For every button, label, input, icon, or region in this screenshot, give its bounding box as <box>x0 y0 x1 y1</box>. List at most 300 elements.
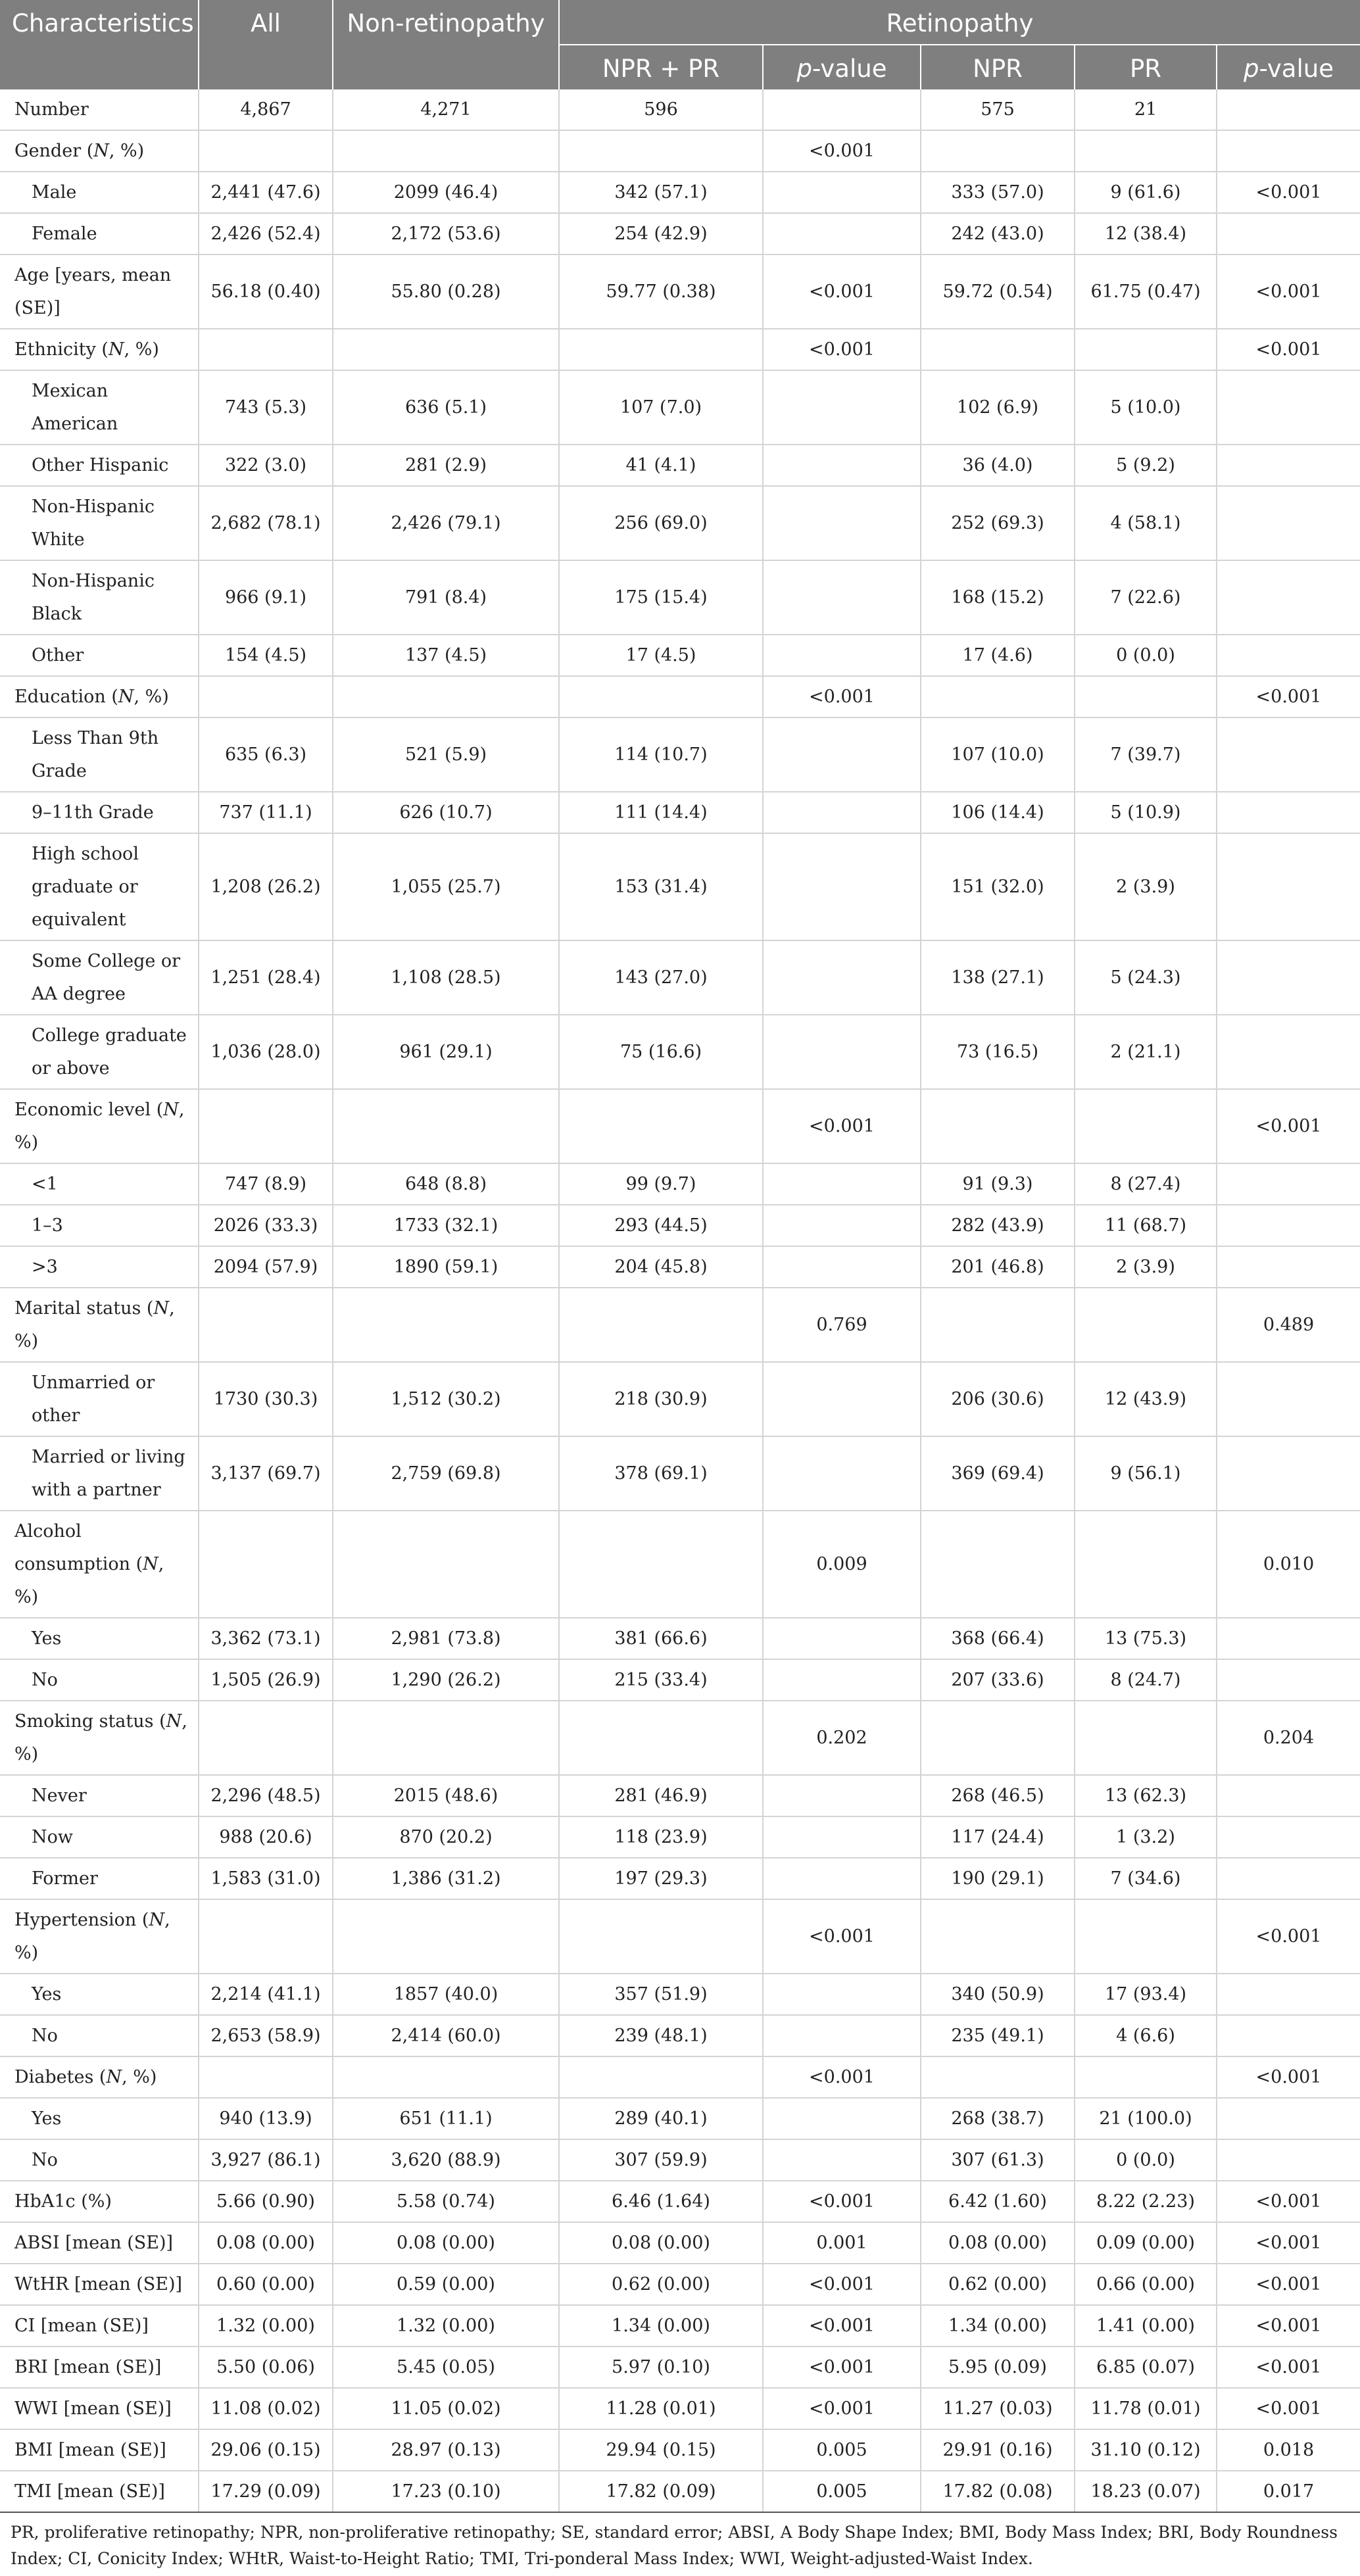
table-row <box>0 1015 1360 1089</box>
cell-all: 17.29 (0.09) <box>199 2471 333 2512</box>
row-label: No <box>0 2139 199 2181</box>
cell-p-value-1: <0.001 <box>763 255 921 329</box>
cell-non-retinopathy: 2099 (46.4) <box>333 172 559 213</box>
row-label: Hypertension (N, %) <box>0 1899 199 1974</box>
cell-p-value-2 <box>1217 1659 1360 1701</box>
table-row <box>0 2139 1360 2181</box>
cell-p-value-1: <0.001 <box>763 2305 921 2346</box>
cell-all <box>199 1089 333 1163</box>
cell-pr <box>1075 1701 1217 1775</box>
cell-npr: 235 (49.1) <box>921 2015 1075 2056</box>
cell-p-value-1 <box>763 1015 921 1089</box>
p-value-suffix: -value <box>1259 55 1334 83</box>
cell-npr-pr: 107 (7.0) <box>559 370 763 445</box>
p-value-suffix: -value <box>812 55 887 83</box>
row-label: Male <box>0 172 199 213</box>
table-row <box>0 940 1360 1015</box>
cell-npr-pr: 6.46 (1.64) <box>559 2181 763 2222</box>
cell-npr: 368 (66.4) <box>921 1618 1075 1659</box>
cell-p-value-1: <0.001 <box>763 676 921 717</box>
header-p-value-2 <box>1217 45 1360 89</box>
table-row <box>0 2346 1360 2388</box>
cell-npr: 102 (6.9) <box>921 370 1075 445</box>
cell-all <box>199 2056 333 2098</box>
n-italic: N <box>106 2067 122 2087</box>
cell-p-value-2 <box>1217 2015 1360 2056</box>
cell-non-retinopathy: 870 (20.2) <box>333 1816 559 1858</box>
cell-all: 1.32 (0.00) <box>199 2305 333 2346</box>
row-label: Yes <box>0 1974 199 2015</box>
cell-npr-pr: 17.82 (0.09) <box>559 2471 763 2512</box>
table-row <box>0 560 1360 635</box>
cell-p-value-2 <box>1217 792 1360 833</box>
table-row <box>0 833 1360 940</box>
cell-non-retinopathy: 0.59 (0.00) <box>333 2264 559 2305</box>
row-label: Yes <box>0 1618 199 1659</box>
cell-all: 0.08 (0.00) <box>199 2222 333 2264</box>
cell-non-retinopathy: 2,414 (60.0) <box>333 2015 559 2056</box>
cell-pr: 1.41 (0.00) <box>1075 2305 1217 2346</box>
cell-p-value-1 <box>763 1858 921 1899</box>
cell-npr <box>921 1288 1075 1362</box>
cell-non-retinopathy: 2015 (48.6) <box>333 1775 559 1816</box>
cell-p-value-2: <0.001 <box>1217 2222 1360 2264</box>
cell-non-retinopathy: 521 (5.9) <box>333 717 559 792</box>
cell-npr <box>921 2056 1075 2098</box>
cell-non-retinopathy: 1733 (32.1) <box>333 1205 559 1246</box>
cell-p-value-1: 0.001 <box>763 2222 921 2264</box>
cell-npr-pr: 218 (30.9) <box>559 1362 763 1436</box>
cell-npr: 17.82 (0.08) <box>921 2471 1075 2512</box>
cell-p-value-2: 0.010 <box>1217 1511 1360 1618</box>
table-body <box>0 89 1360 2512</box>
cell-p-value-2 <box>1217 717 1360 792</box>
cell-p-value-1 <box>763 560 921 635</box>
cell-npr-pr: 239 (48.1) <box>559 2015 763 2056</box>
table-row <box>0 1899 1360 1974</box>
row-label: Other <box>0 635 199 676</box>
cell-npr-pr: 307 (59.9) <box>559 2139 763 2181</box>
row-label: No <box>0 2015 199 2056</box>
cell-npr: 369 (69.4) <box>921 1436 1075 1511</box>
table-row <box>0 2056 1360 2098</box>
cell-npr: 29.91 (0.16) <box>921 2429 1075 2471</box>
cell-npr-pr: 29.94 (0.15) <box>559 2429 763 2471</box>
cell-p-value-1: <0.001 <box>763 2056 921 2098</box>
cell-p-value-2 <box>1217 1163 1360 1205</box>
cell-non-retinopathy: 17.23 (0.10) <box>333 2471 559 2512</box>
cell-pr: 11.78 (0.01) <box>1075 2388 1217 2429</box>
cell-npr: 307 (61.3) <box>921 2139 1075 2181</box>
cell-npr: 168 (15.2) <box>921 560 1075 635</box>
row-label: BRI [mean (SE)] <box>0 2346 199 2388</box>
cell-non-retinopathy: 28.97 (0.13) <box>333 2429 559 2471</box>
header-p-value-1 <box>763 45 921 89</box>
row-label: 9–11th Grade <box>0 792 199 833</box>
cell-all <box>199 1511 333 1618</box>
cell-pr <box>1075 1089 1217 1163</box>
table-row <box>0 1974 1360 2015</box>
cell-npr: 575 <box>921 89 1075 130</box>
cell-npr: 36 (4.0) <box>921 445 1075 486</box>
header-npr-pr: NPR + PR <box>559 45 763 89</box>
cell-p-value-1: <0.001 <box>763 329 921 370</box>
row-label: Gender (N, %) <box>0 130 199 172</box>
cell-pr: 18.23 (0.07) <box>1075 2471 1217 2512</box>
cell-npr-pr: 59.77 (0.38) <box>559 255 763 329</box>
cell-p-value-2 <box>1217 1205 1360 1246</box>
cell-p-value-2: <0.001 <box>1217 676 1360 717</box>
row-label: College graduate or above <box>0 1015 199 1089</box>
table-row <box>0 2098 1360 2139</box>
cell-p-value-2: <0.001 <box>1217 172 1360 213</box>
cell-pr: 1 (3.2) <box>1075 1816 1217 1858</box>
row-label: Mexican American <box>0 370 199 445</box>
cell-npr: 206 (30.6) <box>921 1362 1075 1436</box>
cell-p-value-1 <box>763 213 921 255</box>
cell-all <box>199 1701 333 1775</box>
cell-all: 1,251 (28.4) <box>199 940 333 1015</box>
table-row <box>0 1362 1360 1436</box>
cell-pr <box>1075 1511 1217 1618</box>
cell-npr-pr: 254 (42.9) <box>559 213 763 255</box>
cell-p-value-1 <box>763 89 921 130</box>
p-italic: p <box>1244 55 1259 83</box>
cell-non-retinopathy <box>333 2056 559 2098</box>
cell-npr-pr: 11.28 (0.01) <box>559 2388 763 2429</box>
cell-p-value-1 <box>763 2139 921 2181</box>
row-label: Unmarried or other <box>0 1362 199 1436</box>
row-label: Female <box>0 213 199 255</box>
row-label: Age [years, mean (SE)] <box>0 255 199 329</box>
cell-npr: 268 (46.5) <box>921 1775 1075 1816</box>
cell-npr-pr: 197 (29.3) <box>559 1858 763 1899</box>
n-italic: N <box>153 1298 170 1319</box>
table-row <box>0 1089 1360 1163</box>
cell-p-value-2: <0.001 <box>1217 329 1360 370</box>
cell-pr: 5 (10.9) <box>1075 792 1217 833</box>
row-label: Some College or AA degree <box>0 940 199 1015</box>
cell-pr <box>1075 130 1217 172</box>
cell-all <box>199 130 333 172</box>
row-label: BMI [mean (SE)] <box>0 2429 199 2471</box>
cell-npr-pr: 111 (14.4) <box>559 792 763 833</box>
cell-npr: 190 (29.1) <box>921 1858 1075 1899</box>
table-row <box>0 89 1360 130</box>
row-label: Education (N, %) <box>0 676 199 717</box>
cell-p-value-1: <0.001 <box>763 1089 921 1163</box>
cell-p-value-1: 0.009 <box>763 1511 921 1618</box>
cell-all: 4,867 <box>199 89 333 130</box>
cell-p-value-2 <box>1217 1775 1360 1816</box>
cell-non-retinopathy: 1,055 (25.7) <box>333 833 559 940</box>
cell-non-retinopathy: 961 (29.1) <box>333 1015 559 1089</box>
cell-all: 1,036 (28.0) <box>199 1015 333 1089</box>
table-row <box>0 2015 1360 2056</box>
header-retinopathy: Retinopathy <box>559 0 1360 45</box>
cell-npr: 0.62 (0.00) <box>921 2264 1075 2305</box>
table-row <box>0 486 1360 560</box>
cell-npr-pr: 175 (15.4) <box>559 560 763 635</box>
row-label: >3 <box>0 1246 199 1288</box>
table-row <box>0 1701 1360 1775</box>
row-label: Economic level (N, %) <box>0 1089 199 1163</box>
cell-pr: 12 (43.9) <box>1075 1362 1217 1436</box>
n-italic: N <box>118 687 134 707</box>
cell-pr <box>1075 329 1217 370</box>
cell-all: 988 (20.6) <box>199 1816 333 1858</box>
cell-pr <box>1075 676 1217 717</box>
cell-p-value-2 <box>1217 486 1360 560</box>
cell-p-value-1: 0.005 <box>763 2471 921 2512</box>
cell-all <box>199 1288 333 1362</box>
row-label: Other Hispanic <box>0 445 199 486</box>
cell-p-value-1: 0.005 <box>763 2429 921 2471</box>
header-non-retinopathy: Non-retinopathy <box>333 0 559 89</box>
cell-non-retinopathy: 137 (4.5) <box>333 635 559 676</box>
cell-p-value-2 <box>1217 445 1360 486</box>
cell-p-value-2: 0.017 <box>1217 2471 1360 2512</box>
cell-npr <box>921 1089 1075 1163</box>
cell-npr: 340 (50.9) <box>921 1974 1075 2015</box>
cell-all: 2,426 (52.4) <box>199 213 333 255</box>
header-characteristics: Characteristics <box>0 0 199 89</box>
cell-non-retinopathy: 2,426 (79.1) <box>333 486 559 560</box>
cell-all: 154 (4.5) <box>199 635 333 676</box>
cell-non-retinopathy: 281 (2.9) <box>333 445 559 486</box>
cell-p-value-1: <0.001 <box>763 130 921 172</box>
cell-p-value-1 <box>763 1974 921 2015</box>
cell-npr: 106 (14.4) <box>921 792 1075 833</box>
cell-pr: 21 (100.0) <box>1075 2098 1217 2139</box>
cell-non-retinopathy <box>333 1288 559 1362</box>
cell-non-retinopathy: 1890 (59.1) <box>333 1246 559 1288</box>
cell-p-value-2: <0.001 <box>1217 1899 1360 1974</box>
cell-p-value-1 <box>763 1659 921 1701</box>
cell-all: 11.08 (0.02) <box>199 2388 333 2429</box>
n-italic: N <box>93 141 109 161</box>
cell-non-retinopathy: 0.08 (0.00) <box>333 2222 559 2264</box>
table-row <box>0 792 1360 833</box>
cell-p-value-1 <box>763 2098 921 2139</box>
cell-pr: 4 (6.6) <box>1075 2015 1217 2056</box>
cell-npr-pr <box>559 1899 763 1974</box>
cell-p-value-2 <box>1217 940 1360 1015</box>
cell-p-value-1 <box>763 1436 921 1511</box>
row-label: Less Than 9th Grade <box>0 717 199 792</box>
cell-all: 2,653 (58.9) <box>199 2015 333 2056</box>
table-row <box>0 1205 1360 1246</box>
cell-all: 2,214 (41.1) <box>199 1974 333 2015</box>
table-header <box>0 0 1360 89</box>
cell-p-value-1: <0.001 <box>763 1899 921 1974</box>
cell-non-retinopathy <box>333 1511 559 1618</box>
cell-p-value-1 <box>763 717 921 792</box>
cell-non-retinopathy <box>333 1899 559 1974</box>
cell-non-retinopathy: 1,512 (30.2) <box>333 1362 559 1436</box>
cell-npr-pr <box>559 1089 763 1163</box>
cell-all: 1730 (30.3) <box>199 1362 333 1436</box>
row-label: Ethnicity (N, %) <box>0 329 199 370</box>
cell-pr: 13 (75.3) <box>1075 1618 1217 1659</box>
cell-p-value-2: <0.001 <box>1217 255 1360 329</box>
table-row <box>0 445 1360 486</box>
n-italic: N <box>166 1711 182 1732</box>
cell-npr: 201 (46.8) <box>921 1246 1075 1288</box>
cell-pr <box>1075 1288 1217 1362</box>
cell-non-retinopathy: 5.58 (0.74) <box>333 2181 559 2222</box>
table-row <box>0 2305 1360 2346</box>
cell-all: 56.18 (0.40) <box>199 255 333 329</box>
cell-p-value-2: <0.001 <box>1217 2305 1360 2346</box>
cell-npr-pr: 153 (31.4) <box>559 833 763 940</box>
cell-npr-pr: 143 (27.0) <box>559 940 763 1015</box>
table-row <box>0 2388 1360 2429</box>
cell-pr <box>1075 2056 1217 2098</box>
cell-pr: 7 (34.6) <box>1075 1858 1217 1899</box>
cell-pr: 7 (22.6) <box>1075 560 1217 635</box>
cell-all: 743 (5.3) <box>199 370 333 445</box>
cell-all: 635 (6.3) <box>199 717 333 792</box>
cell-non-retinopathy: 1,386 (31.2) <box>333 1858 559 1899</box>
n-italic: N <box>163 1100 179 1120</box>
cell-all: 1,208 (26.2) <box>199 833 333 940</box>
cell-pr: 12 (38.4) <box>1075 213 1217 255</box>
cell-npr-pr: 281 (46.9) <box>559 1775 763 1816</box>
cell-npr: 151 (32.0) <box>921 833 1075 940</box>
cell-npr-pr: 114 (10.7) <box>559 717 763 792</box>
cell-non-retinopathy: 1857 (40.0) <box>333 1974 559 2015</box>
cell-p-value-1 <box>763 445 921 486</box>
cell-all: 2026 (33.3) <box>199 1205 333 1246</box>
row-label: Now <box>0 1816 199 1858</box>
cell-non-retinopathy: 4,271 <box>333 89 559 130</box>
cell-npr: 5.95 (0.09) <box>921 2346 1075 2388</box>
row-label: Never <box>0 1775 199 1816</box>
cell-pr: 8 (24.7) <box>1075 1659 1217 1701</box>
table-row <box>0 2264 1360 2305</box>
table-row <box>0 172 1360 213</box>
cell-npr-pr <box>559 2056 763 2098</box>
cell-p-value-1 <box>763 635 921 676</box>
cell-p-value-2 <box>1217 833 1360 940</box>
cell-p-value-1 <box>763 486 921 560</box>
cell-p-value-2: <0.001 <box>1217 2388 1360 2429</box>
table-row <box>0 2181 1360 2222</box>
cell-all: 1,505 (26.9) <box>199 1659 333 1701</box>
cell-all: 5.50 (0.06) <box>199 2346 333 2388</box>
cell-all: 966 (9.1) <box>199 560 333 635</box>
cell-non-retinopathy: 1,290 (26.2) <box>333 1659 559 1701</box>
row-label: Non-Hispanic White <box>0 486 199 560</box>
cell-npr: 1.34 (0.00) <box>921 2305 1075 2346</box>
cell-npr-pr <box>559 329 763 370</box>
cell-p-value-2 <box>1217 130 1360 172</box>
cell-p-value-1 <box>763 792 921 833</box>
cell-p-value-2: <0.001 <box>1217 2264 1360 2305</box>
cell-p-value-1 <box>763 1205 921 1246</box>
row-label: TMI [mean (SE)] <box>0 2471 199 2512</box>
cell-npr <box>921 1701 1075 1775</box>
cell-npr: 11.27 (0.03) <box>921 2388 1075 2429</box>
cell-non-retinopathy: 2,759 (69.8) <box>333 1436 559 1511</box>
cell-npr-pr <box>559 676 763 717</box>
cell-npr: 207 (33.6) <box>921 1659 1075 1701</box>
cell-npr-pr: 0.62 (0.00) <box>559 2264 763 2305</box>
header-all: All <box>199 0 333 89</box>
cell-p-value-2 <box>1217 1362 1360 1436</box>
cell-pr: 8 (27.4) <box>1075 1163 1217 1205</box>
cell-all: 5.66 (0.90) <box>199 2181 333 2222</box>
cell-p-value-1 <box>763 1246 921 1288</box>
cell-non-retinopathy: 3,620 (88.9) <box>333 2139 559 2181</box>
row-label: <1 <box>0 1163 199 1205</box>
cell-all <box>199 329 333 370</box>
cell-p-value-2 <box>1217 635 1360 676</box>
cell-p-value-2: 0.204 <box>1217 1701 1360 1775</box>
row-label: Non-Hispanic Black <box>0 560 199 635</box>
cell-pr: 13 (62.3) <box>1075 1775 1217 1816</box>
cell-npr <box>921 1511 1075 1618</box>
cell-pr: 11 (68.7) <box>1075 1205 1217 1246</box>
cell-npr <box>921 676 1075 717</box>
cell-p-value-2: 0.018 <box>1217 2429 1360 2471</box>
cell-non-retinopathy <box>333 676 559 717</box>
table-row <box>0 2222 1360 2264</box>
cell-p-value-2 <box>1217 1436 1360 1511</box>
cell-p-value-2: <0.001 <box>1217 2181 1360 2222</box>
cell-all: 3,362 (73.1) <box>199 1618 333 1659</box>
table-row <box>0 1775 1360 1816</box>
cell-all: 747 (8.9) <box>199 1163 333 1205</box>
row-label: CI [mean (SE)] <box>0 2305 199 2346</box>
cell-pr: 2 (3.9) <box>1075 1246 1217 1288</box>
table-row <box>0 1816 1360 1858</box>
cell-npr: 242 (43.0) <box>921 213 1075 255</box>
n-italic: N <box>149 1910 165 1930</box>
cell-p-value-1: <0.001 <box>763 2181 921 2222</box>
cell-p-value-1: <0.001 <box>763 2388 921 2429</box>
table-row <box>0 717 1360 792</box>
cell-npr: 333 (57.0) <box>921 172 1075 213</box>
cell-all: 1,583 (31.0) <box>199 1858 333 1899</box>
cell-pr: 0 (0.0) <box>1075 635 1217 676</box>
row-label: ABSI [mean (SE)] <box>0 2222 199 2264</box>
cell-all: 2,441 (47.6) <box>199 172 333 213</box>
table-row <box>0 1659 1360 1701</box>
cell-npr <box>921 329 1075 370</box>
cell-p-value-1 <box>763 1163 921 1205</box>
n-italic: N <box>108 339 124 360</box>
cell-non-retinopathy: 1.32 (0.00) <box>333 2305 559 2346</box>
cell-npr-pr: 596 <box>559 89 763 130</box>
row-label: 1–3 <box>0 1205 199 1246</box>
cell-p-value-1: 0.769 <box>763 1288 921 1362</box>
cell-all: 737 (11.1) <box>199 792 333 833</box>
cell-npr <box>921 130 1075 172</box>
cell-npr-pr: 1.34 (0.00) <box>559 2305 763 2346</box>
cell-p-value-1 <box>763 2015 921 2056</box>
cell-all: 29.06 (0.15) <box>199 2429 333 2471</box>
cell-all: 2,682 (78.1) <box>199 486 333 560</box>
cell-p-value-2 <box>1217 2098 1360 2139</box>
table-row <box>0 130 1360 172</box>
cell-npr: 282 (43.9) <box>921 1205 1075 1246</box>
row-label: Yes <box>0 2098 199 2139</box>
cell-pr: 7 (39.7) <box>1075 717 1217 792</box>
cell-pr: 0 (0.0) <box>1075 2139 1217 2181</box>
cell-npr-pr: 0.08 (0.00) <box>559 2222 763 2264</box>
